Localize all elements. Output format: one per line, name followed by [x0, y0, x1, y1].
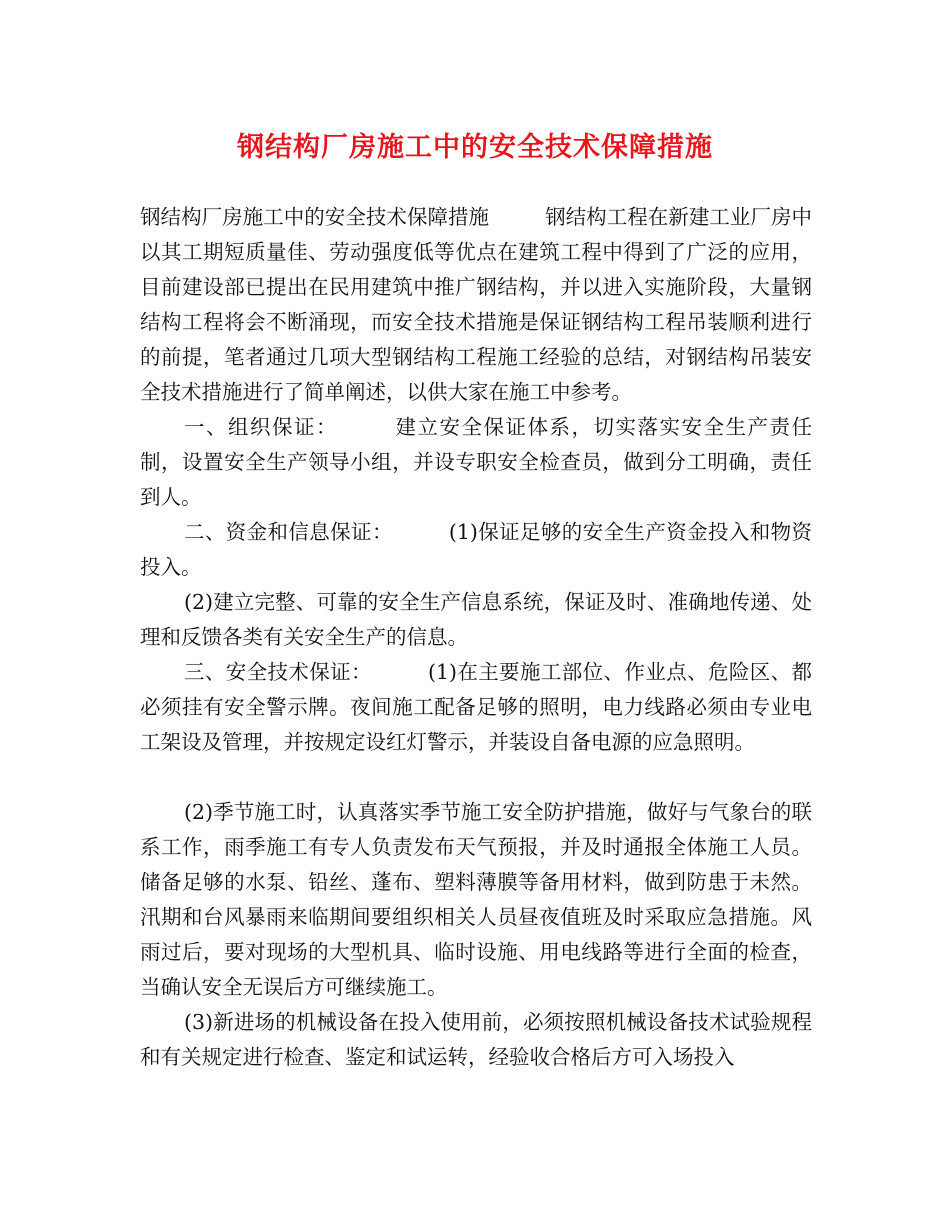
- intro-paragraph: [140, 200, 812, 410]
- section-3-item-2: (2)季节施工时，认真落实季节施工安全防护措施，做好与气象台的联系工作，雨季施工有专人负责发布天气预报，并及时通报全体施工人员。储备足够的水泵、铅丝、蓬布、塑料薄膜等备用材料，做到防患于未然。汛期和台风暴雨来临期间要组织相关人员昼夜值班及时采取应急措施。风雨过后，要对现场的大型机具、临时设施、用电线路等进行全面的检查，当确认安全无误后方可继续施工。: [140, 800, 812, 999]
- intro-lead: 钢结构厂房施工中的安全技术保障措施: [140, 205, 490, 229]
- section-2-text: (1)保证足够的安全生产资金投入和物资投入。: [140, 520, 812, 579]
- section-2-item-2: (2)建立完整、可靠的安全生产信息系统，保证及时、准确地传递、处理和反馈各类有关安全生产的信息。: [140, 590, 812, 649]
- section-3-text: (1)在主要施工部位、作业点、危险区、都必须挂有安全警示牌。夜间施工配备足够的照明，电力线路必须由专业电工架设及管理，并按规定设红灯警示，并装设自备电源的应急照明。: [140, 660, 812, 754]
- section-3-heading: 三、安全技术保证：: [184, 660, 372, 684]
- document-body: [140, 200, 812, 1075]
- section-2-paragraph: [140, 515, 812, 585]
- section-1-text: 建立安全保证体系，切实落实安全生产责任制，设置安全生产领导小组，并设专职安全检查员，做到分工明确，责任到人。: [140, 415, 812, 509]
- intro-text: 钢结构工程在新建工业厂房中以其工期短质量佳、劳动强度低等优点在建筑工程中得到了广泛的应用，目前建设部已提出在民用建筑中推广钢结构，并以进入实施阶段，大量钢结构工程将会不断涌现，而安全技术措施是保证钢结构工程吊装顺利进行的前提，笔者通过几项大型钢结构工程施工经验的总结，对钢结构吊装安全技术措施进行了简单阐述，以供大家在施工中参考。: [140, 205, 813, 404]
- section-2-heading: 二、资金和信息保证：: [184, 520, 393, 544]
- section-3-item-3: (3)新进场的机械设备在投入使用前，必须按照机械设备技术试验规程和有关规定进行检查、鉴定和试运转，经验收合格后方可入场投入: [140, 1010, 812, 1069]
- document-title: 钢结构厂房施工中的安全技术保障措施: [237, 132, 713, 163]
- section-1-paragraph: [140, 410, 812, 515]
- section-1-heading: 一、组织保证：: [184, 415, 338, 439]
- section-3-paragraph: [140, 655, 812, 760]
